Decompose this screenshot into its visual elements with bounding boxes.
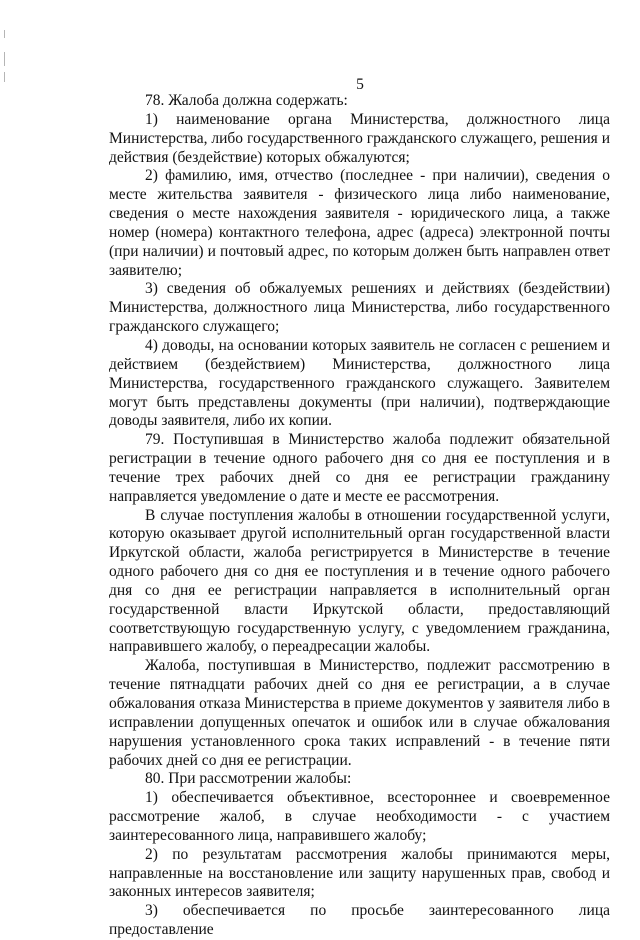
scan-edge-mark — [4, 30, 5, 38]
paragraph-80-heading: 80. При рассмотрении жалобы: — [145, 770, 352, 788]
paragraph-78-item-1: 1) наименование органа Министерства, должностного лица Министерства, либо государственного гражданского служащего, решения и действия (бездействие) которых обжалуются; — [109, 110, 610, 166]
paragraph-80-item-1: 1) обеспечивается объективное, всестороннее и своевременное рассмотрение жалоб, в случае необходимости - с участием заинтересованного лица, направившего жалобу; — [109, 789, 610, 844]
paragraph-78-item-2: 2) фамилию, имя, отчество (последнее - при наличии), сведения о месте жительства заявителя - физического лица либо наименование, сведения о месте нахождения заявителя - юридического лица, а также номер (номера) контактного телефона, адрес (адреса) электронной почты (при наличии) и почтовый адрес, по которым должен быть направлен ответ заявителю; — [109, 167, 610, 279]
document-body — [109, 92, 610, 940]
paragraph-78-item-3: 3) сведения об обжалуемых решениях и действиях (бездействии) Министерства, должностного лица Министерства, либо государственного гражданского служащего; — [109, 280, 610, 336]
paragraph-78-item-4: 4) доводы, на основании которых заявитель не согласен с решением и действием (бездействием) Министерства, должностного лица Министерства, государственного гражданского служащего. Заявителем могут быть представлены документы (при наличии), подтверждающие доводы заявителя, либо их копии. — [109, 336, 610, 430]
paragraph-80-item-3: 3) обеспечивается по просьбе заинтересованного лица предоставление — [109, 902, 610, 939]
paragraph-79-redirect: В случае поступления жалобы в отношении государственной услуги, которую оказывает другой исполнительный орган государственной власти Иркутской области, жалоба регистрируется в Министерстве в течение одного рабочего дня со дня ее поступления и в течение одного рабочего дня со дня ее регистрации направляется в исполнительный орган государственной власти Иркутской области, предоставляющий соответствующую государственную услугу, с уведомлением гражданина, направившего жалобу, о переадресации жалобы. — [109, 506, 610, 656]
scan-edge-mark — [4, 52, 5, 66]
paragraph-79: 79. Поступившая в Министерство жалоба подлежит обязательной регистрации в течение одного рабочего дня со дня ее поступления и в течение трех рабочих дней со дня ее регистрации гражданину направляется уведомление о дате и месте ее рассмотрения. — [109, 431, 610, 505]
paragraph-80-item-2: 2) по результатам рассмотрения жалобы принимаются меры, направленные на восстановление или защиту нарушенных прав, свобод и законных интересов заявителя; — [109, 845, 610, 901]
paragraph-79-review-term: Жалоба, поступившая в Министерство, подлежит рассмотрению в течение пятнадцати рабочих дней со дня ее регистрации, а в случае обжалования отказа Министерства в приеме документов у заявителя либо в исправлении допущенных опечаток и ошибок или в случае обжалования нарушения установленного срока таких исправлений - в течение пяти рабочих дней со дня ее регистрации. — [109, 657, 610, 769]
paragraph-78-heading: 78. Жалоба должна содержать: — [145, 92, 348, 109]
page-number: 5 — [356, 76, 364, 93]
